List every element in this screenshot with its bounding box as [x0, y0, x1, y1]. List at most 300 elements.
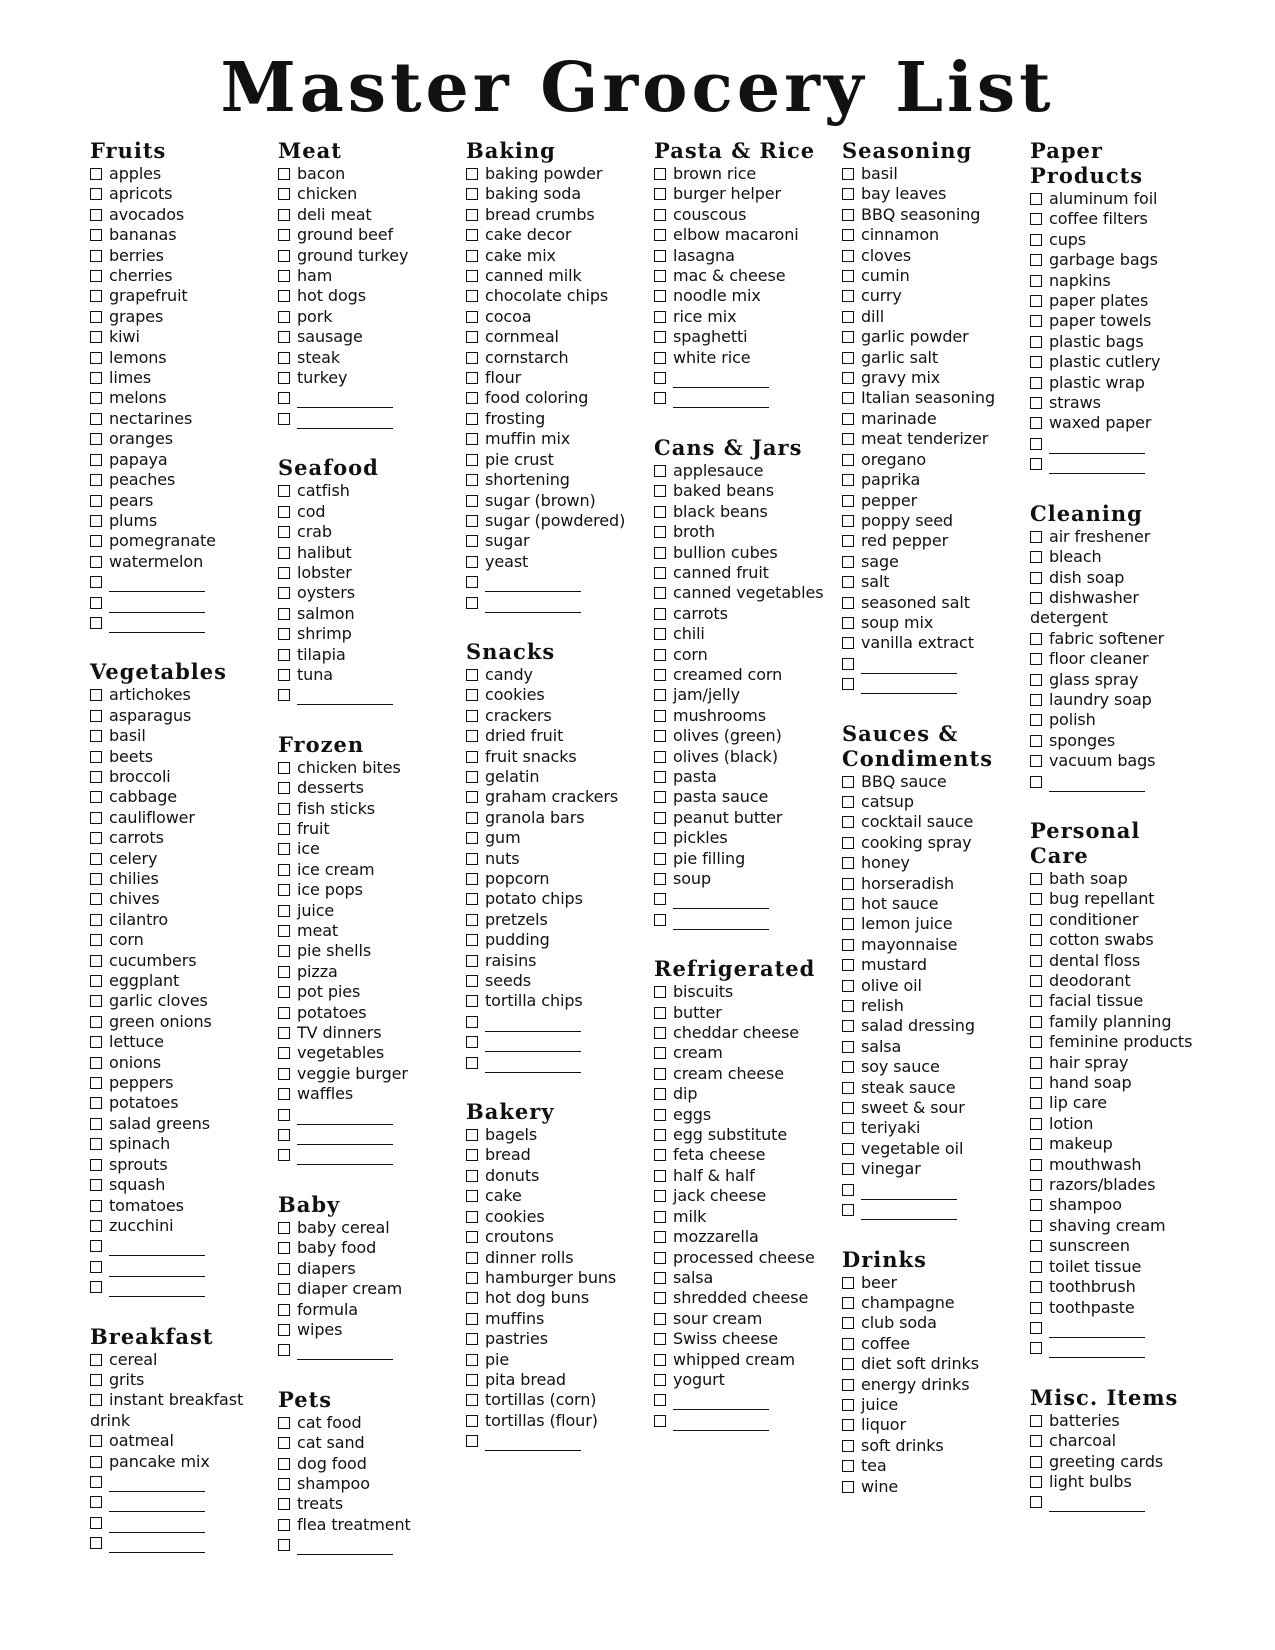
- checkbox-icon[interactable]: [466, 995, 478, 1007]
- checkbox-icon[interactable]: [278, 413, 290, 425]
- checkbox-icon[interactable]: [842, 1163, 854, 1175]
- checkbox-icon[interactable]: [1030, 1036, 1042, 1048]
- checkbox-icon[interactable]: [278, 1478, 290, 1490]
- checkbox-icon[interactable]: [1030, 1261, 1042, 1273]
- checkbox-icon[interactable]: [466, 873, 478, 885]
- checkbox-icon[interactable]: [842, 1481, 854, 1493]
- checkbox-icon[interactable]: [654, 873, 666, 885]
- checkbox-icon[interactable]: [842, 188, 854, 200]
- checkbox-icon[interactable]: [654, 853, 666, 865]
- checkbox-icon[interactable]: [842, 658, 854, 670]
- checkbox-icon[interactable]: [654, 1354, 666, 1366]
- checkbox-icon[interactable]: [466, 352, 478, 364]
- checkbox-icon[interactable]: [654, 1252, 666, 1264]
- checkbox-icon[interactable]: [1030, 975, 1042, 987]
- checkbox-icon[interactable]: [842, 1419, 854, 1431]
- checkbox-icon[interactable]: [654, 812, 666, 824]
- checkbox-icon[interactable]: [842, 837, 854, 849]
- checkbox-icon[interactable]: [90, 168, 102, 180]
- write-in-line[interactable]: [485, 577, 581, 592]
- checkbox-icon[interactable]: [1030, 377, 1042, 389]
- checkbox-icon[interactable]: [654, 628, 666, 640]
- checkbox-icon[interactable]: [90, 710, 102, 722]
- checkbox-icon[interactable]: [1030, 1138, 1042, 1150]
- checkbox-icon[interactable]: [1030, 1415, 1042, 1427]
- checkbox-icon[interactable]: [1030, 1476, 1042, 1488]
- checkbox-icon[interactable]: [842, 1061, 854, 1073]
- checkbox-icon[interactable]: [278, 945, 290, 957]
- write-in-line[interactable]: [297, 1110, 393, 1125]
- checkbox-icon[interactable]: [466, 1435, 478, 1447]
- checkbox-icon[interactable]: [1030, 254, 1042, 266]
- checkbox-icon[interactable]: [654, 986, 666, 998]
- write-in-line[interactable]: [109, 1262, 205, 1277]
- checkbox-icon[interactable]: [90, 689, 102, 701]
- checkbox-icon[interactable]: [278, 1458, 290, 1470]
- checkbox-icon[interactable]: [278, 1324, 290, 1336]
- checkbox-icon[interactable]: [1030, 458, 1042, 470]
- checkbox-icon[interactable]: [1030, 934, 1042, 946]
- checkbox-icon[interactable]: [466, 853, 478, 865]
- checkbox-icon[interactable]: [466, 689, 478, 701]
- checkbox-icon[interactable]: [842, 331, 854, 343]
- checkbox-icon[interactable]: [466, 1374, 478, 1386]
- checkbox-icon[interactable]: [654, 1374, 666, 1386]
- checkbox-icon[interactable]: [90, 914, 102, 926]
- checkbox-icon[interactable]: [466, 576, 478, 588]
- checkbox-icon[interactable]: [90, 812, 102, 824]
- checkbox-icon[interactable]: [278, 392, 290, 404]
- checkbox-icon[interactable]: [90, 209, 102, 221]
- checkbox-icon[interactable]: [842, 1143, 854, 1155]
- checkbox-icon[interactable]: [1030, 1435, 1042, 1447]
- checkbox-icon[interactable]: [654, 710, 666, 722]
- checkbox-icon[interactable]: [466, 751, 478, 763]
- checkbox-icon[interactable]: [654, 485, 666, 497]
- checkbox-icon[interactable]: [90, 352, 102, 364]
- checkbox-icon[interactable]: [466, 597, 478, 609]
- checkbox-icon[interactable]: [278, 884, 290, 896]
- write-in-line[interactable]: [673, 1395, 769, 1410]
- checkbox-icon[interactable]: [842, 918, 854, 930]
- checkbox-icon[interactable]: [466, 791, 478, 803]
- checkbox-icon[interactable]: [278, 1149, 290, 1161]
- checkbox-icon[interactable]: [466, 1394, 478, 1406]
- checkbox-icon[interactable]: [842, 1358, 854, 1370]
- checkbox-icon[interactable]: [466, 914, 478, 926]
- checkbox-icon[interactable]: [654, 1272, 666, 1284]
- write-in-line[interactable]: [109, 577, 205, 592]
- checkbox-icon[interactable]: [278, 1047, 290, 1059]
- checkbox-icon[interactable]: [466, 372, 478, 384]
- checkbox-icon[interactable]: [654, 1129, 666, 1141]
- checkbox-icon[interactable]: [278, 986, 290, 998]
- checkbox-icon[interactable]: [842, 515, 854, 527]
- write-in-line[interactable]: [1049, 1497, 1145, 1512]
- checkbox-icon[interactable]: [842, 1184, 854, 1196]
- write-in-line[interactable]: [673, 1416, 769, 1431]
- checkbox-icon[interactable]: [842, 1020, 854, 1032]
- checkbox-icon[interactable]: [1030, 1342, 1042, 1354]
- checkbox-icon[interactable]: [278, 1344, 290, 1356]
- checkbox-icon[interactable]: [278, 689, 290, 701]
- checkbox-icon[interactable]: [654, 832, 666, 844]
- write-in-line[interactable]: [861, 679, 957, 694]
- write-in-line[interactable]: [861, 659, 957, 674]
- checkbox-icon[interactable]: [1030, 694, 1042, 706]
- checkbox-icon[interactable]: [1030, 1016, 1042, 1028]
- checkbox-icon[interactable]: [1030, 955, 1042, 967]
- checkbox-icon[interactable]: [90, 576, 102, 588]
- checkbox-icon[interactable]: [466, 1231, 478, 1243]
- checkbox-icon[interactable]: [1030, 1281, 1042, 1293]
- checkbox-icon[interactable]: [278, 229, 290, 241]
- checkbox-icon[interactable]: [842, 454, 854, 466]
- checkbox-icon[interactable]: [90, 1374, 102, 1386]
- checkbox-icon[interactable]: [278, 843, 290, 855]
- checkbox-icon[interactable]: [90, 791, 102, 803]
- checkbox-icon[interactable]: [466, 535, 478, 547]
- checkbox-icon[interactable]: [466, 812, 478, 824]
- checkbox-icon[interactable]: [90, 1179, 102, 1191]
- checkbox-icon[interactable]: [842, 816, 854, 828]
- checkbox-icon[interactable]: [466, 955, 478, 967]
- checkbox-icon[interactable]: [654, 547, 666, 559]
- checkbox-icon[interactable]: [90, 454, 102, 466]
- write-in-line[interactable]: [485, 598, 581, 613]
- checkbox-icon[interactable]: [842, 1041, 854, 1053]
- checkbox-icon[interactable]: [842, 1379, 854, 1391]
- checkbox-icon[interactable]: [90, 535, 102, 547]
- checkbox-icon[interactable]: [90, 331, 102, 343]
- checkbox-icon[interactable]: [466, 209, 478, 221]
- checkbox-icon[interactable]: [278, 168, 290, 180]
- checkbox-icon[interactable]: [278, 608, 290, 620]
- checkbox-icon[interactable]: [842, 980, 854, 992]
- checkbox-icon[interactable]: [654, 669, 666, 681]
- checkbox-icon[interactable]: [466, 433, 478, 445]
- checkbox-icon[interactable]: [654, 1231, 666, 1243]
- checkbox-icon[interactable]: [278, 1304, 290, 1316]
- checkbox-icon[interactable]: [842, 776, 854, 788]
- checkbox-icon[interactable]: [1030, 295, 1042, 307]
- checkbox-icon[interactable]: [466, 454, 478, 466]
- checkbox-icon[interactable]: [654, 1415, 666, 1427]
- checkbox-icon[interactable]: [1030, 735, 1042, 747]
- checkbox-icon[interactable]: [466, 1170, 478, 1182]
- checkbox-icon[interactable]: [90, 270, 102, 282]
- checkbox-icon[interactable]: [466, 1057, 478, 1069]
- write-in-line[interactable]: [109, 1497, 205, 1512]
- checkbox-icon[interactable]: [466, 730, 478, 742]
- checkbox-icon[interactable]: [90, 975, 102, 987]
- checkbox-icon[interactable]: [654, 1292, 666, 1304]
- checkbox-icon[interactable]: [90, 1496, 102, 1508]
- write-in-line[interactable]: [297, 393, 393, 408]
- checkbox-icon[interactable]: [842, 474, 854, 486]
- checkbox-icon[interactable]: [278, 925, 290, 937]
- checkbox-icon[interactable]: [1030, 1159, 1042, 1171]
- checkbox-icon[interactable]: [654, 465, 666, 477]
- checkbox-icon[interactable]: [1030, 653, 1042, 665]
- checkbox-icon[interactable]: [90, 1354, 102, 1366]
- checkbox-icon[interactable]: [842, 392, 854, 404]
- checkbox-icon[interactable]: [466, 1333, 478, 1345]
- checkbox-icon[interactable]: [90, 617, 102, 629]
- write-in-line[interactable]: [109, 1518, 205, 1533]
- checkbox-icon[interactable]: [278, 331, 290, 343]
- checkbox-icon[interactable]: [654, 209, 666, 221]
- checkbox-icon[interactable]: [278, 823, 290, 835]
- write-in-line[interactable]: [673, 373, 769, 388]
- checkbox-icon[interactable]: [90, 229, 102, 241]
- checkbox-icon[interactable]: [842, 1102, 854, 1114]
- checkbox-icon[interactable]: [466, 1292, 478, 1304]
- checkbox-icon[interactable]: [278, 526, 290, 538]
- checkbox-icon[interactable]: [1030, 275, 1042, 287]
- checkbox-icon[interactable]: [90, 1077, 102, 1089]
- checkbox-icon[interactable]: [278, 567, 290, 579]
- checkbox-icon[interactable]: [842, 352, 854, 364]
- checkbox-icon[interactable]: [278, 587, 290, 599]
- write-in-line[interactable]: [485, 1037, 581, 1052]
- checkbox-icon[interactable]: [1030, 315, 1042, 327]
- checkbox-icon[interactable]: [278, 1417, 290, 1429]
- checkbox-icon[interactable]: [842, 1204, 854, 1216]
- checkbox-icon[interactable]: [842, 1082, 854, 1094]
- checkbox-icon[interactable]: [1030, 397, 1042, 409]
- checkbox-icon[interactable]: [654, 1149, 666, 1161]
- checkbox-icon[interactable]: [278, 1539, 290, 1551]
- checkbox-icon[interactable]: [1030, 776, 1042, 788]
- checkbox-icon[interactable]: [90, 1517, 102, 1529]
- checkbox-icon[interactable]: [278, 547, 290, 559]
- checkbox-icon[interactable]: [466, 710, 478, 722]
- checkbox-icon[interactable]: [842, 1399, 854, 1411]
- checkbox-icon[interactable]: [90, 311, 102, 323]
- checkbox-icon[interactable]: [278, 209, 290, 221]
- checkbox-icon[interactable]: [466, 1211, 478, 1223]
- checkbox-icon[interactable]: [1030, 1456, 1042, 1468]
- checkbox-icon[interactable]: [654, 392, 666, 404]
- checkbox-icon[interactable]: [466, 413, 478, 425]
- checkbox-icon[interactable]: [1030, 356, 1042, 368]
- checkbox-icon[interactable]: [466, 975, 478, 987]
- checkbox-icon[interactable]: [1030, 674, 1042, 686]
- checkbox-icon[interactable]: [278, 188, 290, 200]
- checkbox-icon[interactable]: [842, 433, 854, 445]
- checkbox-icon[interactable]: [466, 1313, 478, 1325]
- checkbox-icon[interactable]: [90, 1456, 102, 1468]
- checkbox-icon[interactable]: [842, 1297, 854, 1309]
- checkbox-icon[interactable]: [90, 873, 102, 885]
- write-in-line[interactable]: [297, 1540, 393, 1555]
- checkbox-icon[interactable]: [278, 762, 290, 774]
- checkbox-icon[interactable]: [654, 751, 666, 763]
- checkbox-icon[interactable]: [90, 188, 102, 200]
- checkbox-icon[interactable]: [90, 934, 102, 946]
- checkbox-icon[interactable]: [654, 1109, 666, 1121]
- checkbox-icon[interactable]: [466, 229, 478, 241]
- checkbox-icon[interactable]: [654, 1190, 666, 1202]
- checkbox-icon[interactable]: [466, 934, 478, 946]
- checkbox-icon[interactable]: [278, 1222, 290, 1234]
- checkbox-icon[interactable]: [842, 168, 854, 180]
- checkbox-icon[interactable]: [654, 1170, 666, 1182]
- checkbox-icon[interactable]: [654, 649, 666, 661]
- checkbox-icon[interactable]: [1030, 336, 1042, 348]
- checkbox-icon[interactable]: [654, 914, 666, 926]
- write-in-line[interactable]: [297, 1150, 393, 1165]
- checkbox-icon[interactable]: [90, 1394, 102, 1406]
- checkbox-icon[interactable]: [654, 1007, 666, 1019]
- checkbox-icon[interactable]: [278, 1027, 290, 1039]
- checkbox-icon[interactable]: [278, 506, 290, 518]
- checkbox-icon[interactable]: [278, 803, 290, 815]
- checkbox-icon[interactable]: [90, 853, 102, 865]
- checkbox-icon[interactable]: [654, 526, 666, 538]
- checkbox-icon[interactable]: [278, 1068, 290, 1080]
- checkbox-icon[interactable]: [278, 250, 290, 262]
- write-in-line[interactable]: [1049, 1323, 1145, 1338]
- checkbox-icon[interactable]: [90, 1240, 102, 1252]
- checkbox-icon[interactable]: [90, 893, 102, 905]
- checkbox-icon[interactable]: [466, 1129, 478, 1141]
- checkbox-icon[interactable]: [90, 832, 102, 844]
- checkbox-icon[interactable]: [842, 1317, 854, 1329]
- checkbox-icon[interactable]: [90, 1016, 102, 1028]
- checkbox-icon[interactable]: [466, 290, 478, 302]
- checkbox-icon[interactable]: [466, 1036, 478, 1048]
- write-in-line[interactable]: [673, 894, 769, 909]
- checkbox-icon[interactable]: [654, 1047, 666, 1059]
- checkbox-icon[interactable]: [1030, 592, 1042, 604]
- checkbox-icon[interactable]: [278, 352, 290, 364]
- checkbox-icon[interactable]: [842, 637, 854, 649]
- checkbox-icon[interactable]: [466, 1252, 478, 1264]
- checkbox-icon[interactable]: [1030, 1077, 1042, 1089]
- checkbox-icon[interactable]: [654, 1333, 666, 1345]
- checkbox-icon[interactable]: [90, 771, 102, 783]
- checkbox-icon[interactable]: [1030, 417, 1042, 429]
- checkbox-icon[interactable]: [1030, 234, 1042, 246]
- checkbox-icon[interactable]: [1030, 1240, 1042, 1252]
- write-in-line[interactable]: [1049, 1343, 1145, 1358]
- write-in-line[interactable]: [297, 1345, 393, 1360]
- checkbox-icon[interactable]: [466, 669, 478, 681]
- checkbox-icon[interactable]: [842, 372, 854, 384]
- checkbox-icon[interactable]: [90, 1476, 102, 1488]
- write-in-line[interactable]: [485, 1436, 581, 1451]
- checkbox-icon[interactable]: [654, 311, 666, 323]
- checkbox-icon[interactable]: [1030, 914, 1042, 926]
- checkbox-icon[interactable]: [654, 229, 666, 241]
- checkbox-icon[interactable]: [278, 782, 290, 794]
- checkbox-icon[interactable]: [1030, 1496, 1042, 1508]
- checkbox-icon[interactable]: [278, 649, 290, 661]
- write-in-line[interactable]: [297, 414, 393, 429]
- checkbox-icon[interactable]: [466, 1190, 478, 1202]
- checkbox-icon[interactable]: [466, 270, 478, 282]
- checkbox-icon[interactable]: [466, 832, 478, 844]
- checkbox-icon[interactable]: [90, 250, 102, 262]
- checkbox-icon[interactable]: [90, 955, 102, 967]
- checkbox-icon[interactable]: [90, 413, 102, 425]
- write-in-line[interactable]: [109, 618, 205, 633]
- checkbox-icon[interactable]: [654, 352, 666, 364]
- write-in-line[interactable]: [297, 690, 393, 705]
- checkbox-icon[interactable]: [1030, 873, 1042, 885]
- checkbox-icon[interactable]: [278, 372, 290, 384]
- checkbox-icon[interactable]: [90, 1435, 102, 1447]
- write-in-line[interactable]: [109, 1477, 205, 1492]
- checkbox-icon[interactable]: [842, 617, 854, 629]
- checkbox-icon[interactable]: [90, 995, 102, 1007]
- checkbox-icon[interactable]: [90, 1281, 102, 1293]
- checkbox-icon[interactable]: [90, 556, 102, 568]
- checkbox-icon[interactable]: [842, 556, 854, 568]
- checkbox-icon[interactable]: [654, 290, 666, 302]
- checkbox-icon[interactable]: [842, 270, 854, 282]
- write-in-line[interactable]: [861, 1185, 957, 1200]
- checkbox-icon[interactable]: [842, 576, 854, 588]
- checkbox-icon[interactable]: [842, 495, 854, 507]
- checkbox-icon[interactable]: [1030, 1097, 1042, 1109]
- checkbox-icon[interactable]: [90, 1261, 102, 1273]
- checkbox-icon[interactable]: [90, 1036, 102, 1048]
- checkbox-icon[interactable]: [278, 1283, 290, 1295]
- checkbox-icon[interactable]: [654, 1088, 666, 1100]
- checkbox-icon[interactable]: [842, 290, 854, 302]
- write-in-line[interactable]: [1049, 777, 1145, 792]
- checkbox-icon[interactable]: [1030, 893, 1042, 905]
- checkbox-icon[interactable]: [1030, 1302, 1042, 1314]
- checkbox-icon[interactable]: [278, 669, 290, 681]
- checkbox-icon[interactable]: [654, 893, 666, 905]
- checkbox-icon[interactable]: [654, 1394, 666, 1406]
- checkbox-icon[interactable]: [654, 1068, 666, 1080]
- write-in-line[interactable]: [109, 1282, 205, 1297]
- checkbox-icon[interactable]: [1030, 995, 1042, 1007]
- checkbox-icon[interactable]: [654, 587, 666, 599]
- checkbox-icon[interactable]: [842, 535, 854, 547]
- checkbox-icon[interactable]: [90, 730, 102, 742]
- write-in-line[interactable]: [861, 1205, 957, 1220]
- checkbox-icon[interactable]: [278, 1519, 290, 1531]
- checkbox-icon[interactable]: [278, 966, 290, 978]
- checkbox-icon[interactable]: [466, 495, 478, 507]
- checkbox-icon[interactable]: [842, 311, 854, 323]
- checkbox-icon[interactable]: [842, 878, 854, 890]
- checkbox-icon[interactable]: [842, 796, 854, 808]
- checkbox-icon[interactable]: [90, 495, 102, 507]
- checkbox-icon[interactable]: [278, 1088, 290, 1100]
- checkbox-icon[interactable]: [1030, 1179, 1042, 1191]
- checkbox-icon[interactable]: [1030, 572, 1042, 584]
- checkbox-icon[interactable]: [278, 1007, 290, 1019]
- checkbox-icon[interactable]: [654, 791, 666, 803]
- checkbox-icon[interactable]: [842, 959, 854, 971]
- checkbox-icon[interactable]: [90, 392, 102, 404]
- checkbox-icon[interactable]: [90, 1138, 102, 1150]
- checkbox-icon[interactable]: [466, 311, 478, 323]
- checkbox-icon[interactable]: [842, 678, 854, 690]
- checkbox-icon[interactable]: [1030, 213, 1042, 225]
- checkbox-icon[interactable]: [278, 270, 290, 282]
- checkbox-icon[interactable]: [654, 372, 666, 384]
- checkbox-icon[interactable]: [842, 209, 854, 221]
- checkbox-icon[interactable]: [654, 1211, 666, 1223]
